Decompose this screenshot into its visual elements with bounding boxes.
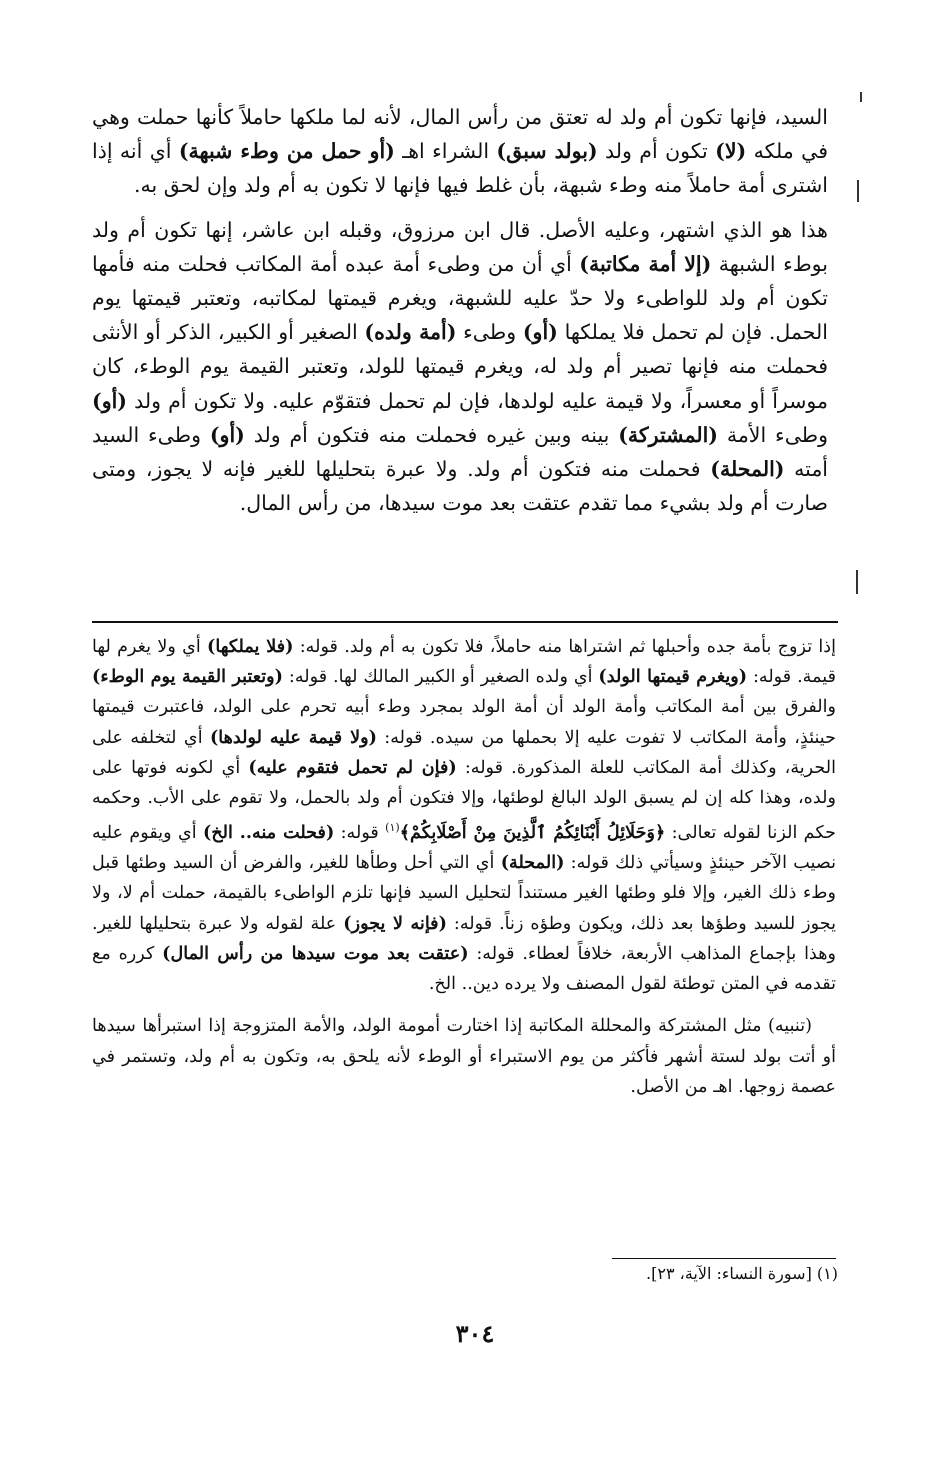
matn-quote: (أمة ولده)	[364, 320, 457, 345]
quran-verse: ﴿وَحَلَائِلُ أَبْنَائِكُمُ ٱلَّذِينَ مِنْ أَصْلَابِكُمْ﴾	[399, 822, 666, 844]
commentary-quote: (المحلة)	[500, 852, 565, 874]
matn-quote: (أو)	[209, 422, 245, 447]
margin-mark-upper	[857, 180, 859, 202]
matn-quote: (لا)	[715, 139, 747, 164]
footnote-divider	[612, 1258, 836, 1259]
commentary-quote: (فإنه لا يجوز)	[343, 912, 447, 934]
commentary-quote: (فإن لم تحمل فتقوم عليه)	[248, 756, 457, 778]
commentary-text	[92, 632, 836, 1102]
commentary-quote: (ولا قيمة عليه لولدها)	[209, 726, 377, 748]
page-number: ٣٠٤	[455, 1319, 495, 1348]
margin-mark-lower	[856, 570, 858, 594]
margin-mark-top	[860, 92, 862, 102]
commentary-quote: (وتعتبر القيمة يوم الوطء)	[92, 666, 283, 688]
matn-quote: (المحلة)	[710, 457, 785, 482]
matn-quote: (بولد سبق)	[496, 139, 598, 164]
matn-quote: (أو)	[92, 388, 127, 413]
main-paragraph-2: هذا هو الذي اشتهر، وعليه الأصل. قال ابن مرزوق، وقبله ابن عاشر، إنها تكون أم ولد بوطء الشبهة (إلا أمة مكاتبة) أي أن من وطىء أمة عبده أمة المكاتب فحلت منه فأمها تكون أم ولد للواطىء ولا حدّ عليه للشبهة، ويغرم قيمتها لمكاتبه، وتعتبر قيمتها يوم الحمل. فإن لم تحمل فلا يملكها (أو) وطىء (أمة ولده) الصغير أو الكبير، الذكر أو الأنثى فحملت منه فإنها تصير أم ولد له، ويغرم قيمتها للولد، وتعتبر القيمة يوم الوطء، كان موسراً أو معسراً، ولا قيمة عليه لولدها، فإن لم تحمل فتقوّم عليه. ولا تكون أم ولد (أو) وطىء الأمة (المشتركة) بينه وبين غيره فحملت منه فتكون أم ولد (أو) وطىء السيد أمته (المحلة) فحملت منه فتكون أم ولد. ولا عبرة بتحليلها للغير فإنه لا يجوز، ومتى صارت أم ولد بشيء مما تقدم عتقت بعد موت سيدها، من رأس المال.	[92, 217, 829, 516]
commentary-quote: (فحلت منه.. الخ)	[203, 822, 335, 844]
main-divider	[92, 621, 838, 623]
footnote: (١) [سورة النساء: الآية، ٢٣].	[646, 1264, 838, 1283]
main-paragraph-1: السيد، فإنها تكون أم ولد له تعتق من رأس المال، لأنه لما ملكها حاملاً كأنها حملت وهي في ملكه (لا) تكون أم ولد (بولد سبق) الشراء اهـ (أو حمل من وطء شبهة) أي أنه إذا اشترى أمة حاملاً منه وطء شبهة، بأن غلط فيها فإنها لا تكون به أم ولد وإن لحق به.	[92, 105, 829, 198]
commentary-paragraph-1: إذا تزوج بأمة جده وأحبلها ثم اشتراها منه حاملاً، فلا تكون به أم ولد. قوله: (فلا يملكها) أي ولا يغرم لها قيمة. قوله: (ويغرم قيمتها الولد) أي ولده الصغير أو الكبير المالك لها. قوله: (وتعتبر القيمة يوم الوطء) والفرق بين أمة المكاتب وأمة الولد أن أمة الولد بمجرد وطء أبيه تحرم على الولد، فاعتبرت قيمتها حينئذٍ، وأمة المكاتب لا تفوت عليه إلا بحملها من سيده. قوله: (ولا قيمة عليه لولدها) أي لتخلفه على الحرية، وكذلك أمة المكاتب للعلة المذكورة. قوله: (فإن لم تحمل فتقوم عليه) أي لكونه فوتها على ولده، وهذا كله إن لم يسبق الولد البالغ لوطئها، وإلا فتكون أم ولد بالحمل، ولا تقوم على الأب. وحكمه حكم الزنا لقوله تعالى: ﴿وَحَلَائِلُ أَبْنَائِكُمُ ٱلَّذِينَ مِنْ أَصْلَابِكُمْ﴾$^{(١)}$ قوله: (فحلت منه.. الخ) أي ويقوم عليه نصيب الآخر حينئذٍ وسيأتي ذلك قوله: (المحلة) أي التي أحل وطأها للغير، والفرض أن السيد وطئها قبل وطء ذلك الغير، وإلا فلو وطئها الغير مستنداً لتحليل السيد فإنها تلزم الواطىء بالقيمة، حملت أم لا، ولا يجوز للسيد وطؤها بعد ذلك، ويكون وطؤه زناً. قوله: (فإنه لا يجوز) علة لقوله ولا عبرة بتحليلها للغير. وهذا بإجماع المذاهب الأربعة، خلافاً لعطاء. قوله: (عتقت بعد موت سيدها من رأس المال) كرره مع تقدمه في المتن توطئة لقول المصنف ولا يرده دين.. الخ.	[92, 636, 837, 995]
matn-quote: (أو حمل من وطء شبهة)	[178, 139, 395, 164]
commentary-quote: (ويغرم قيمتها الولد)	[598, 666, 748, 688]
matn-quote: (إلا أمة مكاتبة)	[579, 251, 712, 276]
commentary-paragraph-2: (تنبيه) مثل المشتركة والمحللة المكاتبة إذا اختارت أمومة الولد، والأمة المتزوجة إذا استبرأها سيدها أو أتت بولد لستة أشهر فأكثر من يوم الاستبراء أو الوطء لأنه يلحق به، وتكون به أم ولد، وتستمر في عصمة زوجها. اهـ من الأصل.	[92, 1016, 836, 1097]
matn-quote: (أو)	[522, 320, 558, 345]
commentary-quote: (عتقت بعد موت سيدها من رأس المال)	[162, 942, 469, 964]
main-text	[92, 100, 828, 520]
commentary-quote: (فلا يملكها)	[207, 636, 294, 657]
footnote-ref[interactable]: (١)	[385, 821, 400, 835]
matn-quote: (المشتركة)	[618, 422, 718, 447]
